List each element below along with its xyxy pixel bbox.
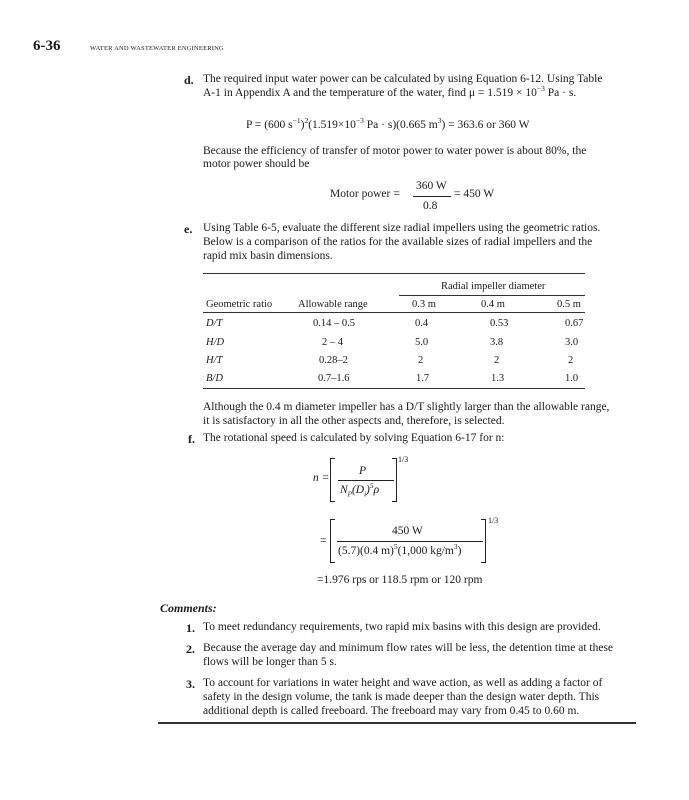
eq1-lhs: n = [313, 472, 330, 484]
eq2-fraction-bar [337, 541, 483, 542]
table-group-rule [399, 295, 585, 296]
step-d-para2-line2: motor power should be [203, 158, 310, 170]
eq2-denominator: (5.7)(0.4 m)$^5$(1,000 $kg/m^3$) [338, 542, 462, 557]
col-header-05: 0.5 m [557, 299, 581, 310]
motor-power-result: = 450 W [454, 188, 495, 200]
comment-3-line3: additional depth is called freeboard. The freeboard may vary from 0.45 to 0.60 m. [203, 705, 580, 717]
power-equation: P = (600 $s^{-1})^2(1.519\times 10^{-3}$ Pa · s)(0.665 $m^3) = 363.6$ or 360 W [246, 116, 530, 131]
running-title: WATER AND WASTEWATER ENGINEERING [90, 45, 224, 52]
comment-1-number: 1. [186, 621, 195, 635]
closing-rule [158, 722, 636, 724]
eq1-numerator: P [359, 465, 367, 477]
comment-2-line2: flows will be longer than 5 s. [203, 656, 337, 668]
step-e-line2: Below is a comparison of the ratios for the available sizes of radial impellers and the [203, 236, 593, 248]
table-group-header: Radial impeller diameter [441, 281, 546, 292]
eq1-right-bracket [392, 458, 397, 502]
rotational-speed-result: =1.976 rps or 118.5 rpm or 120 rpm [317, 574, 483, 586]
eq1-exponent: 1/3 [398, 455, 409, 464]
eq1-left-bracket [330, 458, 335, 502]
col-header-range: Allowable range [298, 299, 368, 310]
after-table-line2: it is satisfactory in all the other aspects and, therefore, is selected. [203, 415, 505, 427]
step-d-label: d. [184, 73, 194, 87]
step-d-line2: A-1 in Appendix A and the temperature of the water, find $\mu = 1.519 \times 10^{-3}$ Pa · s. [203, 84, 577, 99]
eq2-exponent: 1/3 [488, 516, 499, 525]
eq2-right-bracket [481, 519, 486, 563]
eq1-fraction-bar [338, 480, 394, 481]
comment-3-line1: To account for variations in water height and wave action, as well as adding a factor of [203, 677, 603, 689]
step-f-label: f. [188, 432, 195, 446]
step-e-label: e. [184, 222, 193, 236]
step-d-para2-line1: Because the efficiency of transfer of motor power to water power is about 80%, the [203, 145, 587, 157]
page-number: 6-36 [33, 38, 61, 54]
table-header-rule [203, 312, 585, 313]
comment-3-line2: safety in the design volume, the tank is made deeper than the design water depth. This [203, 691, 600, 703]
step-e-line3: rapid mix basin dimensions. [203, 250, 333, 262]
table-top-rule [203, 273, 585, 274]
comment-2-number: 2. [186, 642, 195, 656]
eq2-numerator: 450 W [392, 525, 423, 537]
step-f-line1: The rotational speed is calculated by solving Equation 6-17 for n: [203, 432, 505, 444]
step-e-line1: Using Table 6-5, evaluate the different size radial impellers using the geometric ratios. [203, 222, 601, 234]
motor-power-label: Motor power = [330, 188, 400, 200]
step-d-line1: The required input water power can be calculated by using Equation 6-12. Using Table [203, 73, 603, 85]
col-header-04: 0.4 m [481, 299, 505, 310]
col-header-ratio: Geometric ratio [206, 299, 273, 310]
eq1-denominator: $N_P(D_i)^5\rho$ [340, 481, 380, 499]
comment-2-line1: Because the average day and minimum flow rates will be less, the detention time at these [203, 642, 614, 654]
eq2-left-bracket [330, 519, 335, 563]
motor-fraction-bar [413, 196, 451, 197]
comment-3-number: 3. [186, 677, 195, 691]
motor-power-numerator: 360 W [416, 180, 447, 192]
after-table-line1: Although the 0.4 m diameter impeller has a D/T slightly larger than the allowable range, [203, 401, 610, 413]
eq2-lhs: = [320, 535, 327, 547]
table-bottom-rule [203, 388, 585, 389]
col-header-03: 0.3 m [412, 299, 436, 310]
comments-heading: Comments: [160, 601, 217, 615]
comment-1-line1: To meet redundancy requirements, two rapid mix basins with this design are provided. [203, 621, 601, 633]
motor-power-denominator: 0.8 [423, 200, 438, 212]
